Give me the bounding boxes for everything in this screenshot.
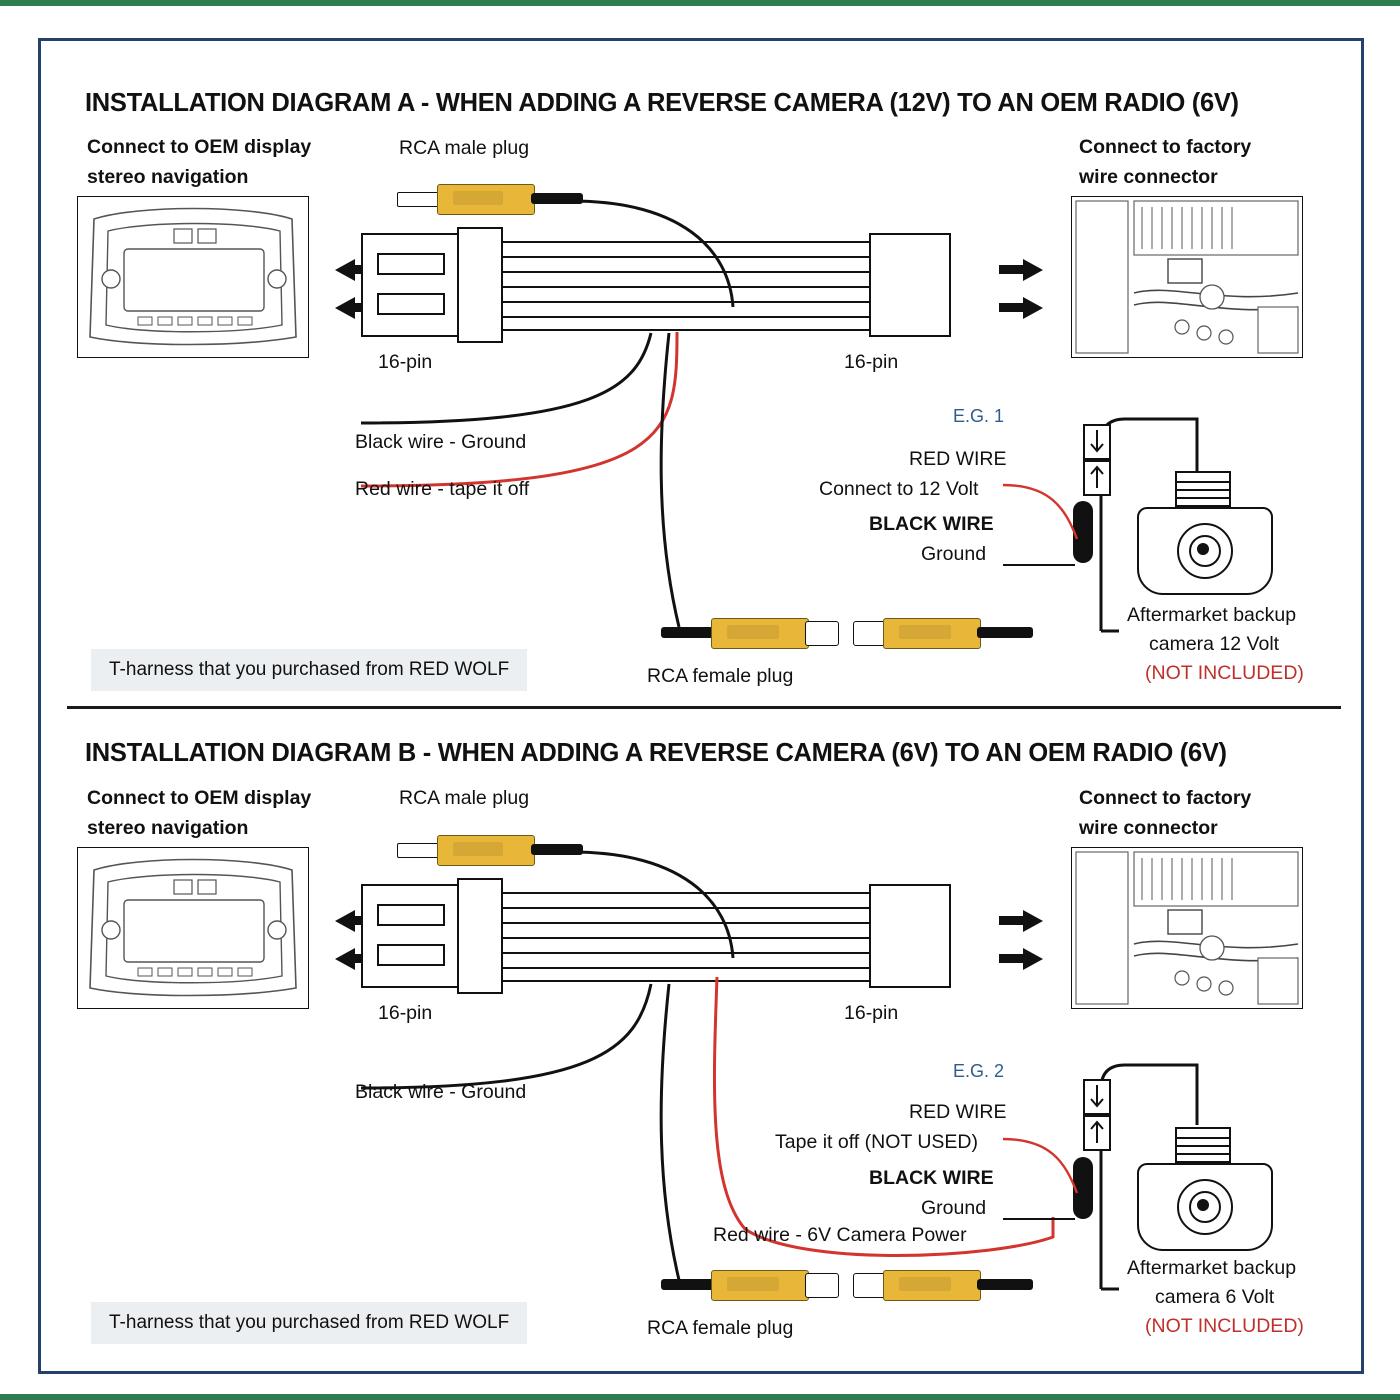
panel-b-cam-black-line1: BLACK WIRE xyxy=(869,1167,994,1189)
panel-a-camera-not-included: (NOT INCLUDED) xyxy=(1145,662,1304,684)
panel-b-connector-left-label: 16-pin xyxy=(378,1002,433,1024)
panel-b-camera-line2: camera 6 Volt xyxy=(1155,1286,1275,1308)
panel-b-right-label-line2: wire connector xyxy=(1079,817,1218,839)
factory-connector-photo-a xyxy=(1071,196,1303,358)
panel-a-rca-male-label: RCA male plug xyxy=(399,137,530,159)
panel-b-cam-red-line1: RED WIRE xyxy=(909,1101,1007,1123)
panel-b-cam-black-line2: Ground xyxy=(921,1197,987,1219)
panel-a-right-label-line1: Connect to factory xyxy=(1079,136,1252,158)
panel-a-connector-right-label: 16-pin xyxy=(844,351,899,373)
panel-a-cam-black-line1: BLACK WIRE xyxy=(869,513,994,535)
rca-male-plug-a xyxy=(397,181,587,215)
rca-male-cable-a xyxy=(561,189,781,309)
panel-b-cam-red-line2: Tape it off (NOT USED) xyxy=(775,1131,979,1153)
panel-a-cam-black-line2: Ground xyxy=(921,543,987,565)
panel-b-connector-right-label: 16-pin xyxy=(844,1002,899,1024)
connector-right-16pin-a xyxy=(869,233,951,337)
panel-b-red-wire-label: Red wire - 6V Camera Power xyxy=(713,1224,967,1246)
panel-b-right-label-line1: Connect to factory xyxy=(1079,787,1252,809)
panel-b-camera-not-included: (NOT INCLUDED) xyxy=(1145,1315,1304,1337)
factory-connector-photo-b xyxy=(1071,847,1303,1009)
panel-a-camera-line2: camera 12 Volt xyxy=(1149,633,1280,655)
rca-female-cable-a xyxy=(601,327,741,647)
cam-black-leader-b xyxy=(1003,1218,1075,1220)
panel-b-camera-line1: Aftermarket backup xyxy=(1127,1257,1297,1279)
panel-a-eg-label: E.G. 1 xyxy=(953,406,1005,426)
panel-b-rca-male-label: RCA male plug xyxy=(399,787,530,809)
panel-a-cam-red-line2: Connect to 12 Volt xyxy=(819,478,979,500)
panel-a-black-wire-label: Black wire - Ground xyxy=(355,431,527,453)
panel-a-cam-red-line1: RED WIRE xyxy=(909,448,1007,470)
rca-male-cable-b xyxy=(561,840,781,960)
panel-a-harness-note: T-harness that you purchased from RED WOLF xyxy=(91,649,527,691)
panel-a-connector-left-label: 16-pin xyxy=(378,351,433,373)
rca-female-cable-b xyxy=(601,978,741,1298)
panel-a-red-wire-label: Red wire - tape it off xyxy=(355,478,530,500)
arrow-down-icon-b xyxy=(1083,1079,1111,1115)
cam-black-leader-a xyxy=(1003,564,1075,566)
arrow-down-icon-a xyxy=(1083,424,1111,460)
panel-a-right-label-line2: wire connector xyxy=(1079,166,1218,188)
panel-diagram-a xyxy=(41,41,1367,709)
cam-red-leader-a xyxy=(1001,473,1111,553)
panel-b-rca-female-label: RCA female plug xyxy=(647,1317,794,1339)
panel-a-left-label-line2: stereo navigation xyxy=(87,166,249,188)
panel-a-left-label-line1: Connect to OEM display xyxy=(87,136,312,158)
panel-a-title: INSTALLATION DIAGRAM A - WHEN ADDING A REVERSE CAMERA (12V) TO AN OEM RADIO (6V) xyxy=(85,89,1239,117)
panel-b-eg-label: E.G. 2 xyxy=(953,1061,1005,1081)
oem-display-photo-a xyxy=(77,196,309,358)
panel-a-camera-line1: Aftermarket backup xyxy=(1127,604,1297,626)
rca-male-plug-b xyxy=(397,832,587,866)
rca-female-plug-a xyxy=(661,615,841,649)
diagram-frame xyxy=(38,38,1364,1374)
oem-display-photo-b xyxy=(77,847,309,1009)
panel-b-left-label-line2: stereo navigation xyxy=(87,817,249,839)
panel-diagram-b xyxy=(41,709,1367,1377)
panel-b-black-wire-label: Black wire - Ground xyxy=(355,1081,527,1103)
cam-red-leader-b xyxy=(1001,1127,1111,1207)
rca-female-plug-b xyxy=(661,1267,841,1301)
panel-b-title: INSTALLATION DIAGRAM B - WHEN ADDING A REVERSE CAMERA (6V) TO AN OEM RADIO (6V) xyxy=(85,739,1227,767)
panel-b-harness-note: T-harness that you purchased from RED WOLF xyxy=(91,1302,527,1344)
panel-a-rca-female-label: RCA female plug xyxy=(647,665,794,687)
panel-b-left-label-line1: Connect to OEM display xyxy=(87,787,312,809)
